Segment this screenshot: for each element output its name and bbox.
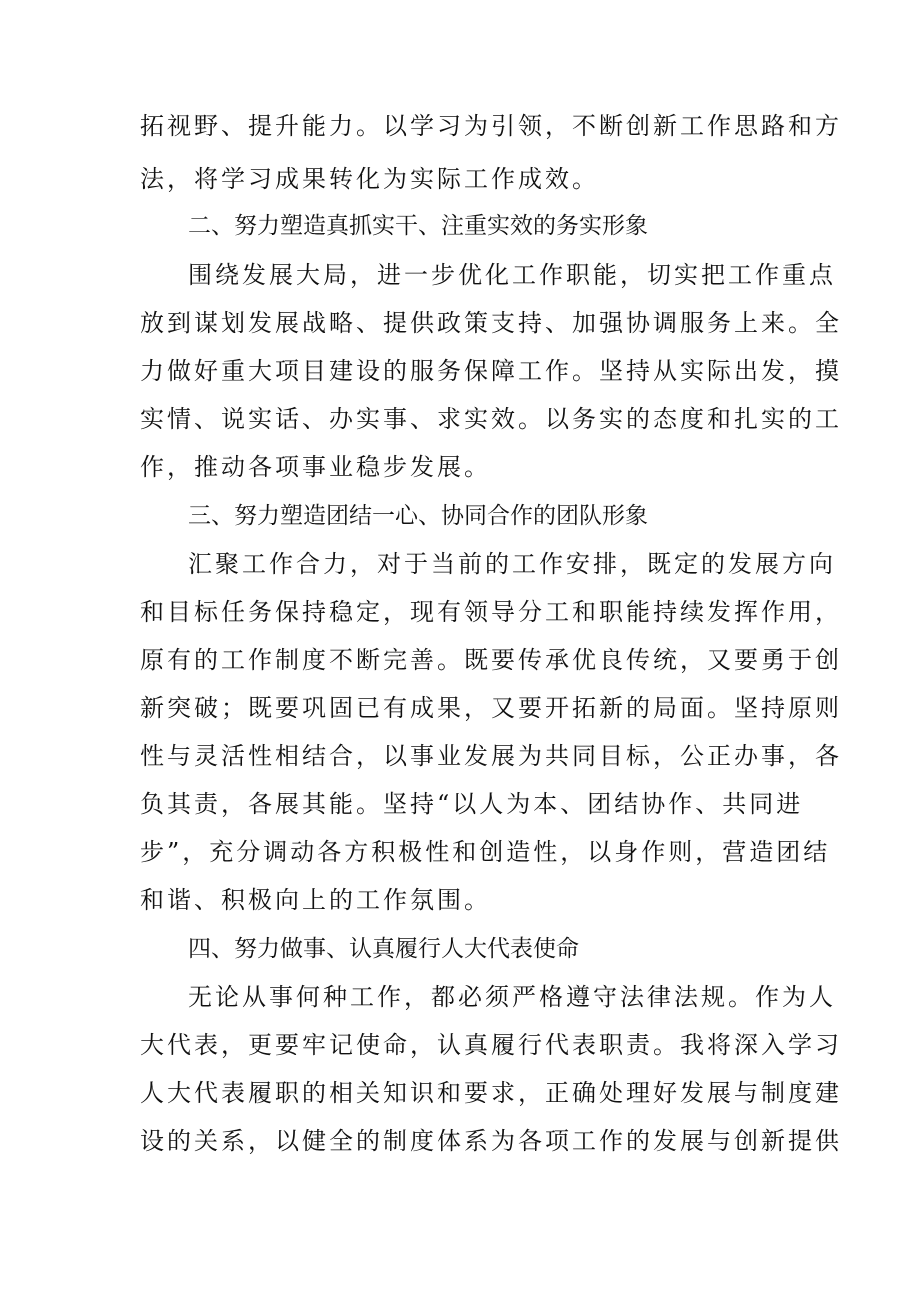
paragraph-line: 设的关系，以健全的制度体系为各项工作的发展与创新提供 [140,1127,842,1155]
paragraph-line: 原有的工作制度不断完善。既要传承优良传统，又要勇于创 [140,646,842,674]
paragraph-line: 和目标任务保持稳定，现有领导分工和职能持续发挥作用， [140,598,842,626]
paragraph-line: 人大代表履职的相关知识和要求，正确处理好发展与制度建 [140,1079,842,1107]
section-heading-3: 三、努力塑造团结一心、协同合作的团队形象 [188,503,648,529]
section-heading-4: 四、努力做事、认真履行人大代表使命 [188,936,579,962]
paragraph-line: 负其责，各展其能。坚持“以人为本、团结协作、共同进 [140,790,804,818]
section-heading-2: 二、努力塑造真抓实干、注重实效的务实形象 [188,213,648,239]
paragraph-line: 新突破；既要巩固已有成果，又要开拓新的局面。坚持原则 [140,694,842,722]
paragraph-line: 作，推动各项事业稳步发展。 [140,453,491,481]
paragraph-line: 力做好重大项目建设的服务保障工作。坚持从实际出发，摸 [140,357,842,385]
paragraph-line: 大代表，更要牢记使命，认真履行代表职责。我将深入学习 [140,1031,842,1059]
paragraph-line: 步”，充分调动各方积极性和创造性，以身作则，营造团结 [140,838,831,866]
paragraph-line: 汇聚工作合力，对于当前的工作安排，既定的发展方向 [188,550,836,578]
paragraph-line: 围绕发展大局，进一步优化工作职能，切实把工作重点 [188,261,836,289]
paragraph-line: 法，将学习成果转化为实际工作成效。 [140,165,599,193]
paragraph-line: 放到谋划发展战略、提供政策支持、加强协调服务上来。全 [140,309,842,337]
paragraph-line: 和谐、积极向上的工作氛围。 [140,886,491,914]
paragraph-line: 性与灵活性相结合，以事业发展为共同目标，公正办事，各 [140,742,842,770]
paragraph-line: 无论从事何种工作，都必须严格遵守法律法规。作为人 [188,983,836,1011]
paragraph-line: 实情、说实话、办实事、求实效。以务实的态度和扎实的工 [140,405,842,433]
paragraph-line: 拓视野、提升能力。以学习为引领，不断创新工作思路和方 [140,112,842,140]
